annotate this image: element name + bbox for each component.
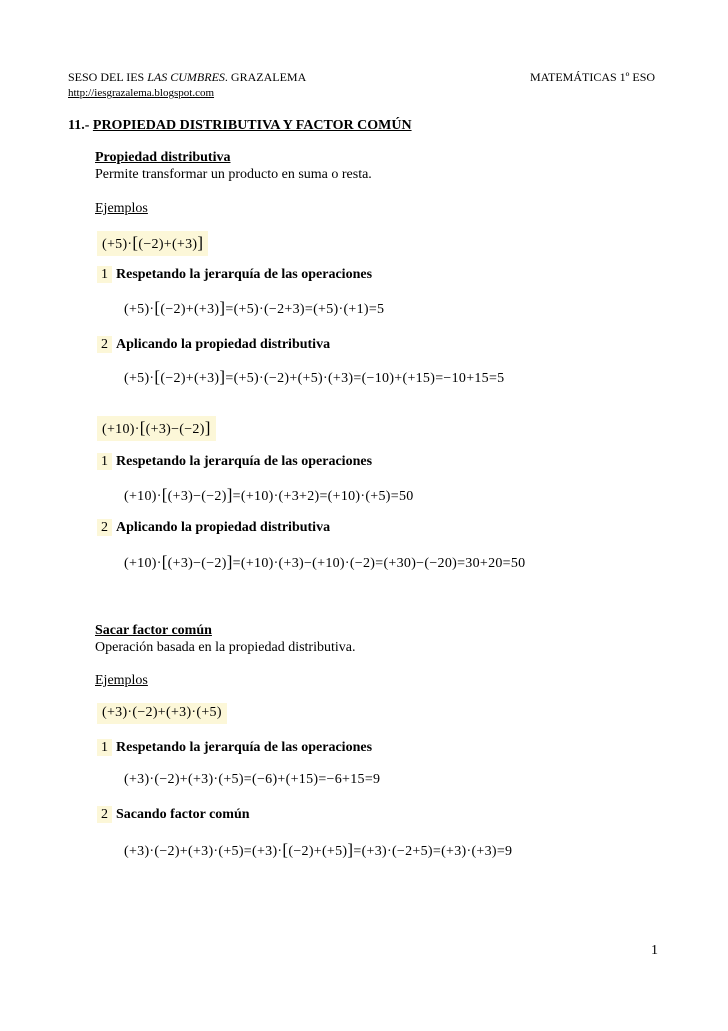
example-expression: (+3)·(−2)+(+3)·(+5) [97,703,227,724]
distributiva-heading: Propiedad distributiva [95,150,231,165]
example-expression: (+10)·[(+3)−(−2)] [97,416,216,441]
step-heading: 2 Aplicando la propiedad distributiva [97,520,330,536]
distributiva-examples-label: Ejemplos [95,201,148,216]
step-heading: 1 Respetando la jerarquía de las operaciones [97,267,372,283]
factor-examples-label: Ejemplos [95,673,148,688]
factor-description: Operación basada en la propiedad distributiva. [95,640,356,655]
step-equation: (+3)·(−2)+(+3)·(+5)=(−6)+(+15)=−6+15=9 [124,772,381,787]
step-heading: 1 Respetando la jerarquía de las operaciones [97,454,372,470]
blog-link[interactable]: http://iesgrazalema.blogspot.com [68,87,215,99]
example-expression: (+5)·[(−2)+(+3)] [97,231,208,256]
section-title: 11.- PROPIEDAD DISTRIBUTIVA Y FACTOR COMÚN [68,118,412,133]
step-equation: (+10)·[(+3)−(−2)]=(+10)·(+3)−(+10)·(−2)=(+30)−(−20)=30+20=50 [124,552,526,571]
step-heading: 2 Aplicando la propiedad distributiva [97,337,330,353]
step-heading: 1 Respetando la jerarquía de las operaciones [97,740,372,756]
page-number: 1 [651,943,658,958]
step-equation: (+5)·[(−2)+(+3)]=(+5)·(−2)+(+5)·(+3)=(−10)+(+15)=−10+15=5 [124,367,505,386]
factor-heading: Sacar factor común [95,623,212,638]
header-left: SESO DEL IES LAS CUMBRES. GRAZALEMA [68,70,307,84]
header-right: MATEMÁTICAS 1º ESO [530,70,656,84]
step-equation: (+10)·[(+3)−(−2)]=(+10)·(+3+2)=(+10)·(+5)=50 [124,485,414,504]
distributiva-description: Permite transformar un producto en suma o resta. [95,167,372,182]
step-heading: 2 Sacando factor común [97,807,250,823]
step-equation: (+3)·(−2)+(+3)·(+5)=(+3)·[(−2)+(+5)]=(+3)·(−2+5)=(+3)·(+3)=9 [124,840,513,859]
step-equation: (+5)·[(−2)+(+3)]=(+5)·(−2+3)=(+5)·(+1)=5 [124,298,385,317]
